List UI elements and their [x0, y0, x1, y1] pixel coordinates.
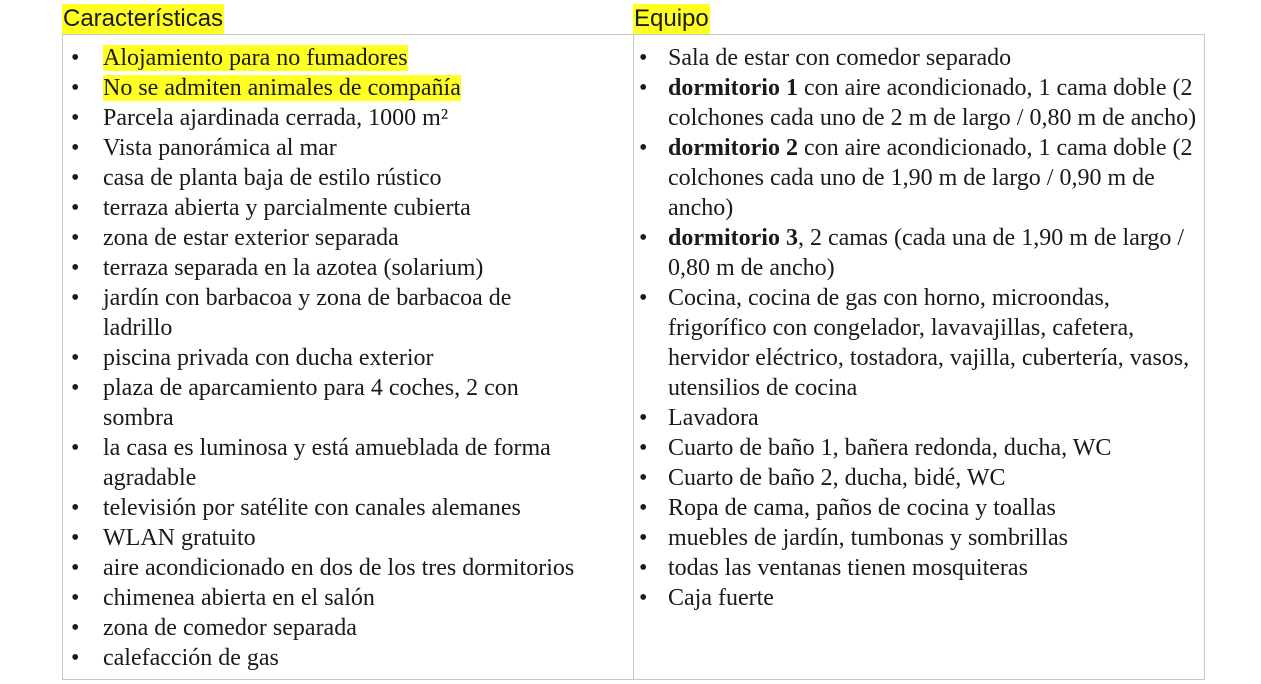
list-item — [634, 133, 1204, 223]
list-item: • calefacción de gas — [63, 643, 629, 673]
list-item: • muebles de jardín, tumbonas y sombrillas — [634, 523, 1204, 553]
equipo-column — [634, 43, 1204, 613]
item-text: con aire acondicionado, 1 cama doble (2 colchones cada uno de 2 m de largo / 0,80 m de ancho) — [668, 75, 1197, 131]
equipo-list — [634, 43, 1204, 613]
list-item: • piscina privada con ducha exterior — [63, 343, 629, 373]
item-text: con aire acondicionado, 1 cama doble (2 colchones cada uno de 1,90 m de largo / 0,90 m de ancho) — [668, 135, 1193, 221]
list-item — [63, 73, 629, 103]
list-item: • televisión por satélite con canales alemanes — [63, 493, 629, 523]
list-item: • Parcela ajardinada cerrada, 1000 m² — [63, 103, 629, 133]
list-item: • Cuarto de baño 2, ducha, bidé, WC — [634, 463, 1204, 493]
list-item: • Cocina, cocina de gas con horno, microondas, frigorífico con congelador, lavavajillas, cafetera, hervidor eléctrico, tostadora, vajilla, cubertería, vasos, utensilios de cocina — [634, 283, 1204, 403]
list-item: • Caja fuerte — [634, 583, 1204, 613]
list-item: • aire acondicionado en dos de los tres dormitorios — [63, 553, 629, 583]
header-caracteristicas: Características — [63, 5, 224, 32]
item-text: , 2 camas (cada una de 1,90 m de largo / 0,80 m de ancho) — [668, 225, 1185, 281]
list-item — [634, 223, 1204, 283]
bold-label: dormitorio 3 — [668, 225, 798, 251]
bold-label: dormitorio 2 — [668, 135, 798, 161]
list-item: • zona de comedor separada — [63, 613, 629, 643]
list-item: • la casa es luminosa y está amueblada de forma agradable — [63, 433, 603, 493]
list-item: • zona de estar exterior separada — [63, 223, 629, 253]
bold-label: dormitorio 1 — [668, 75, 798, 101]
header-equipo: Equipo — [634, 5, 709, 32]
list-item — [63, 43, 629, 73]
features-table — [62, 34, 1205, 680]
list-item — [634, 73, 1204, 133]
highlighted-text: No se admiten animales de compañía — [103, 75, 461, 101]
list-item: • todas las ventanas tienen mosquiteras — [634, 553, 1204, 583]
list-item: • casa de planta baja de estilo rústico — [63, 163, 629, 193]
list-item: • WLAN gratuito — [63, 523, 629, 553]
list-item: • terraza separada en la azotea (solarium) — [63, 253, 629, 283]
table-header-row — [62, 4, 1205, 34]
list-item: • chimenea abierta en el salón — [63, 583, 629, 613]
caracteristicas-list — [63, 43, 629, 673]
list-item: • Sala de estar con comedor separado — [634, 43, 1204, 73]
list-item: • plaza de aparcamiento para 4 coches, 2 con sombra — [63, 373, 563, 433]
list-item: • Lavadora — [634, 403, 1204, 433]
list-item: • jardín con barbacoa y zona de barbacoa de ladrillo — [63, 283, 553, 343]
caracteristicas-column — [63, 43, 629, 673]
list-item: • Vista panorámica al mar — [63, 133, 629, 163]
list-item: • terraza abierta y parcialmente cubierta — [63, 193, 629, 223]
list-item: • Cuarto de baño 1, bañera redonda, ducha, WC — [634, 433, 1204, 463]
highlighted-text: Alojamiento para no fumadores — [103, 45, 408, 71]
list-item: • Ropa de cama, paños de cocina y toallas — [634, 493, 1204, 523]
